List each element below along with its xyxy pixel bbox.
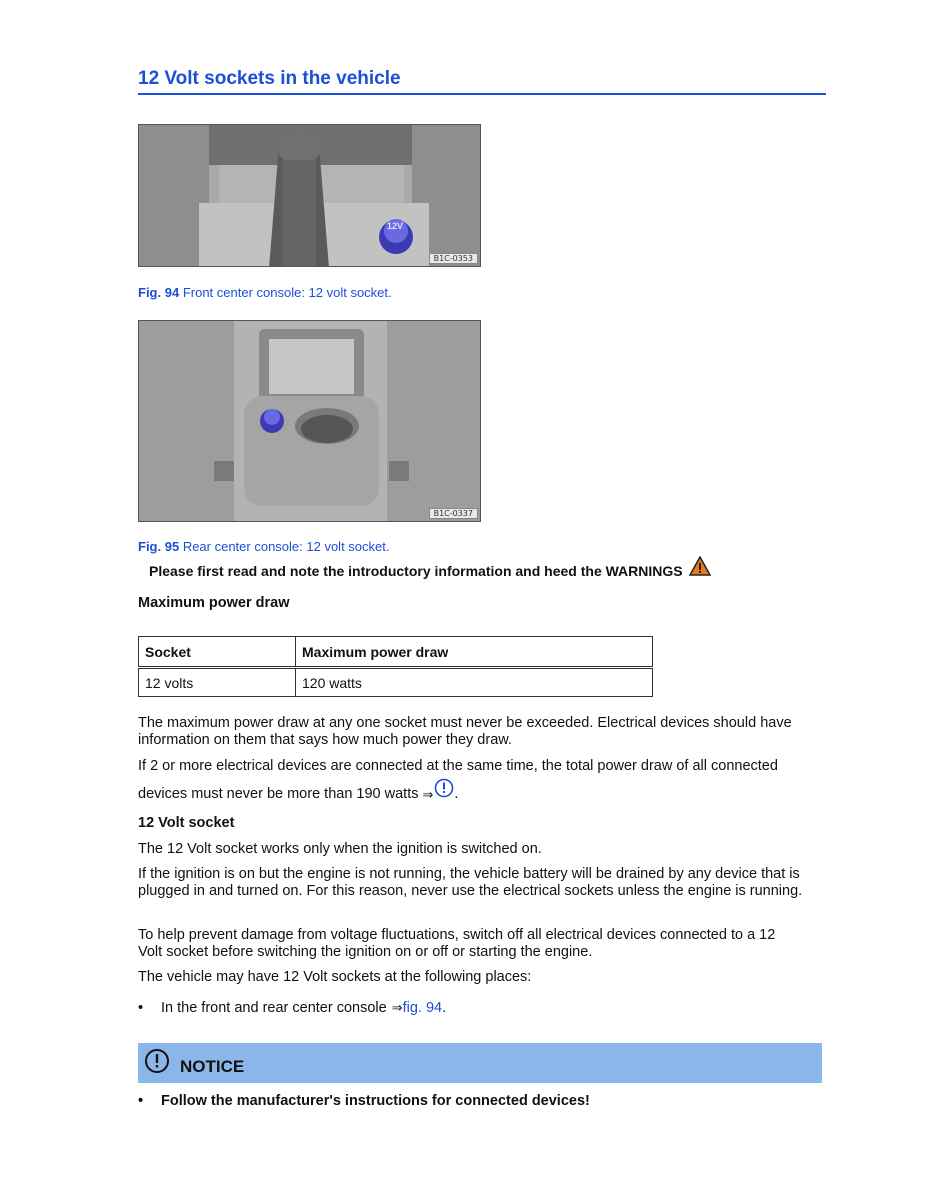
notice-reference-icon[interactable]	[434, 778, 454, 803]
bullet-dot: •	[138, 1000, 144, 1016]
notice-title: NOTICE	[180, 1057, 245, 1076]
notice-banner	[138, 1043, 822, 1083]
rear-console-illustration	[139, 321, 481, 522]
table-row	[139, 668, 653, 697]
table-cell: 120 watts	[296, 668, 653, 697]
reference-arrow: ⇒	[422, 787, 434, 802]
warning-notice-line	[149, 556, 826, 579]
front-console-illustration	[139, 125, 481, 267]
figure-code: B1C-0337	[429, 508, 478, 519]
period: .	[442, 1000, 447, 1016]
reference-arrow: ⇒	[391, 1000, 403, 1015]
socket-label: 12V	[387, 221, 404, 231]
paragraph: The vehicle may have 12 Volt sockets at the following places:	[138, 969, 532, 985]
figure-front-console-image	[138, 124, 481, 267]
list-item	[138, 1093, 826, 1109]
list-item-text: In the front and rear center console	[161, 1000, 387, 1016]
table-cell: 12 volts	[139, 668, 296, 697]
table-header-socket: Socket	[139, 637, 296, 668]
paragraph	[138, 758, 826, 775]
paragraph-line: If 2 or more electrical devices are connected at the same time, the total power draw of all connected	[138, 758, 778, 774]
paragraph: To help prevent damage from voltage fluctuations, switch off all electrical devices connected to a 12 Volt socket before switching the ignition on or off or starting the engine.	[138, 927, 776, 960]
period: .	[454, 786, 459, 802]
figure-label: Fig. 95	[138, 539, 180, 554]
list-item-text: Follow the manufacturer's instructions for connected devices!	[161, 1093, 590, 1109]
warning-text: Please first read and note the introductory information and heed the WARNINGS	[149, 563, 683, 579]
list-item	[138, 1000, 826, 1016]
figure-caption	[138, 539, 389, 554]
warning-triangle-icon[interactable]	[689, 556, 711, 579]
figure-link[interactable]: fig. 94	[402, 1000, 443, 1016]
paragraph-line: devices must never be more than 190 watts	[138, 786, 419, 802]
paragraph	[138, 778, 826, 803]
paragraph: If the ignition is on but the engine is not running, the vehicle battery will be drained by any device that is plugged in and turned on. For this reason, never use the electrical sockets unless the engine is running.	[138, 866, 803, 899]
paragraph: The maximum power draw at any one socket must never be exceeded. Electrical devices should have information on them that says how much power they draw.	[138, 715, 792, 748]
figure-rear-console-image	[138, 320, 481, 522]
notice-icon	[144, 1048, 170, 1079]
bullet-dot: •	[138, 1093, 144, 1109]
figure-caption-text: Front center console: 12 volt socket.	[182, 285, 392, 300]
page-title: 12 Volt sockets in the vehicle	[138, 68, 826, 95]
table-header-power: Maximum power draw	[296, 637, 653, 668]
table-header-row	[139, 637, 653, 668]
figure-label: Fig. 94	[138, 285, 180, 300]
section-heading: Maximum power draw	[138, 595, 290, 611]
paragraph: The 12 Volt socket works only when the ignition is switched on.	[138, 841, 542, 857]
figure-caption-text: Rear center console: 12 volt socket.	[182, 539, 390, 554]
section-heading: 12 Volt socket	[138, 815, 235, 831]
figure-code: B1C-0353	[429, 253, 478, 264]
figure-caption	[138, 285, 392, 300]
power-draw-table	[138, 636, 653, 697]
